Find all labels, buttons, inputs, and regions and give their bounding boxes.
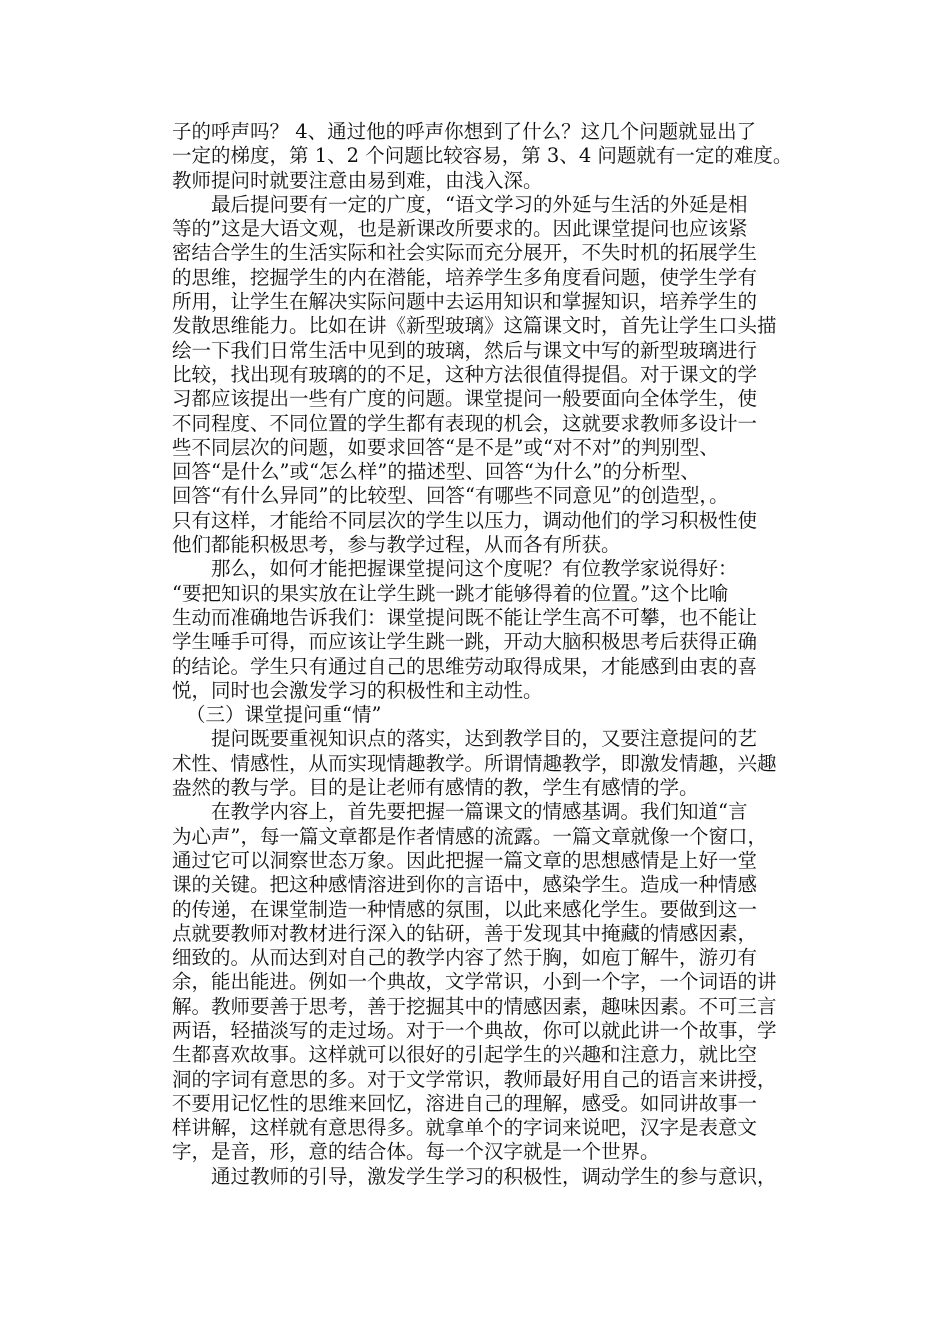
section-heading: （三）课堂提问重“情” (186, 703, 382, 727)
text-line: 术性、情感性，从而实现情趣教学。所谓情趣教学，即激发情趣，兴趣 (172, 751, 777, 775)
text-line: 只有这样，才能给不同层次的学生以压力，调动他们的学习积极性使 (172, 508, 758, 532)
text-line: 密结合学生的生活实际和社会实际而充分展开，不失时机的拓展学生 (172, 241, 758, 265)
text-line: 最后提问要有一定的广度，“语文学习的外延与生活的外延是相 (211, 192, 748, 216)
text-line: 细致的。从而达到对自己的教学内容了然于胸，如庖丁解牛，游刃有 (172, 946, 758, 970)
text-line: 课的关键。把这种感情溶进到你的言语中，感染学生。造成一种情感 (172, 873, 758, 897)
text-line: 一定的梯度，第 1、2 个问题比较容易，第 3、4 问题就有一定的难度。 (172, 144, 793, 168)
text-line: 盎然的教与学。目的是让老师有感情的教，学生有感情的学。 (172, 776, 699, 800)
text-line: 些不同层次的问题，如要求回答“是不是”或“对不对”的判别型、 (172, 435, 719, 459)
text-line: 不同程度、不同位置的学生都有表现的机会，这就要求教师多设计一 (172, 411, 758, 435)
text-line: 他们都能积极思考，参与教学过程，从而各有所获。 (172, 533, 621, 557)
text-line: 等的”这是大语文观，也是新课改所要求的。因此课堂提问也应该紧 (172, 217, 748, 241)
text-line: 样讲解，这样就有意思得多。就拿单个的字词来说吧，汉字是表意文 (172, 1116, 758, 1140)
text-line: 的思维，挖掘学生的内在潜能，培养学生多角度看问题，使学生学有 (172, 265, 758, 289)
text-line: 余，能出能进。例如一个典故，文学常识，小到一个字，一个词语的讲 (172, 970, 777, 994)
text-line: 为心声”，每一篇文章都是作者情感的流露。一篇文章就像一个窗口， (172, 824, 767, 848)
text-line: 生都喜欢故事。这样就可以很好的引起学生的兴趣和注意力，就比空 (172, 1043, 758, 1067)
text-line: 回答“是什么”或“怎么样”的描述型、回答“为什么”的分析型、 (172, 460, 700, 484)
text-line: 习都应该提出一些有广度的问题。课堂提问一般要面向全体学生，使 (172, 387, 758, 411)
text-line: 教师提问时就要注意由易到难，由浅入深。 (172, 168, 543, 192)
text-line: 在教学内容上，首先要把握一篇课文的情感基调。我们知道“言 (211, 800, 748, 824)
text-line: 通过教师的引导，激发学生学习的积极性，调动学生的参与意识， (211, 1164, 777, 1188)
text-line: 两语，轻描淡写的走过场。对于一个典故，你可以就此讲一个故事，学 (172, 1018, 777, 1042)
text-line: 悦，同时也会激发学习的积极性和主动性。 (172, 678, 543, 702)
text-line: 不要用记忆性的思维来回忆，溶进自己的理解，感受。如同讲故事一 (172, 1091, 758, 1115)
text-line: 所用，让学生在解决实际问题中去运用知识和掌握知识，培养学生的 (172, 290, 758, 314)
text-line: 点就要教师对教材进行深入的钻研，善于发现其中掩藏的情感因素， (172, 921, 758, 945)
text-line: 那么，如何才能把握课堂提问这个度呢？有位教学家说得好： (211, 557, 738, 581)
text-line: 学生唾手可得，而应该让学生跳一跳，开动大脑积极思考后获得正确 (172, 630, 758, 654)
text-line: “要把知识的果实放在让学生跳一跳才能够得着的位置。”这个比喻 (172, 581, 729, 605)
text-line: 绘一下我们日常生活中见到的玻璃，然后与课文中写的新型玻璃进行 (172, 338, 758, 362)
text-line: 发散思维能力。比如在讲《新型玻璃》这篇课文时，首先让学生口头描 (172, 314, 777, 338)
document-page (172, 120, 824, 1189)
text-line: 通过它可以洞察世态万象。因此把握一篇文章的思想感情是上好一堂 (172, 848, 758, 872)
text-line: 字，是音，形，意的结合体。每一个汉字就是一个世界。 (172, 1140, 660, 1164)
text-line: 洞的字词有意思的多。对于文学常识，教师最好用自己的语言来讲授， (172, 1067, 777, 1091)
text-line: 提问既要重视知识点的落实，达到教学目的，又要注意提问的艺 (211, 727, 758, 751)
text-line: 回答“有什么异同”的比较型、回答“有哪些不同意见”的创造型，。 (172, 484, 729, 508)
text-line: 解。教师要善于思考，善于挖掘其中的情感因素，趣味因素。不可三言 (172, 994, 777, 1018)
text-line: 子的呼声吗？ 4、通过他的呼声你想到了什么？这几个问题就显出了 (172, 120, 757, 143)
text-line: 生动而准确地告诉我们：课堂提问既不能让学生高不可攀，也不能让 (172, 605, 758, 629)
text-line: 比较，找出现有玻璃的的不足，这种方法很值得提倡。对于课文的学 (172, 362, 758, 386)
text-line: 的传递，在课堂制造一种情感的氛围，以此来感化学生。要做到这一 (172, 897, 758, 921)
text-line: 的结论。学生只有通过自己的思维劳动取得成果，才能感到由衷的喜 (172, 654, 758, 678)
